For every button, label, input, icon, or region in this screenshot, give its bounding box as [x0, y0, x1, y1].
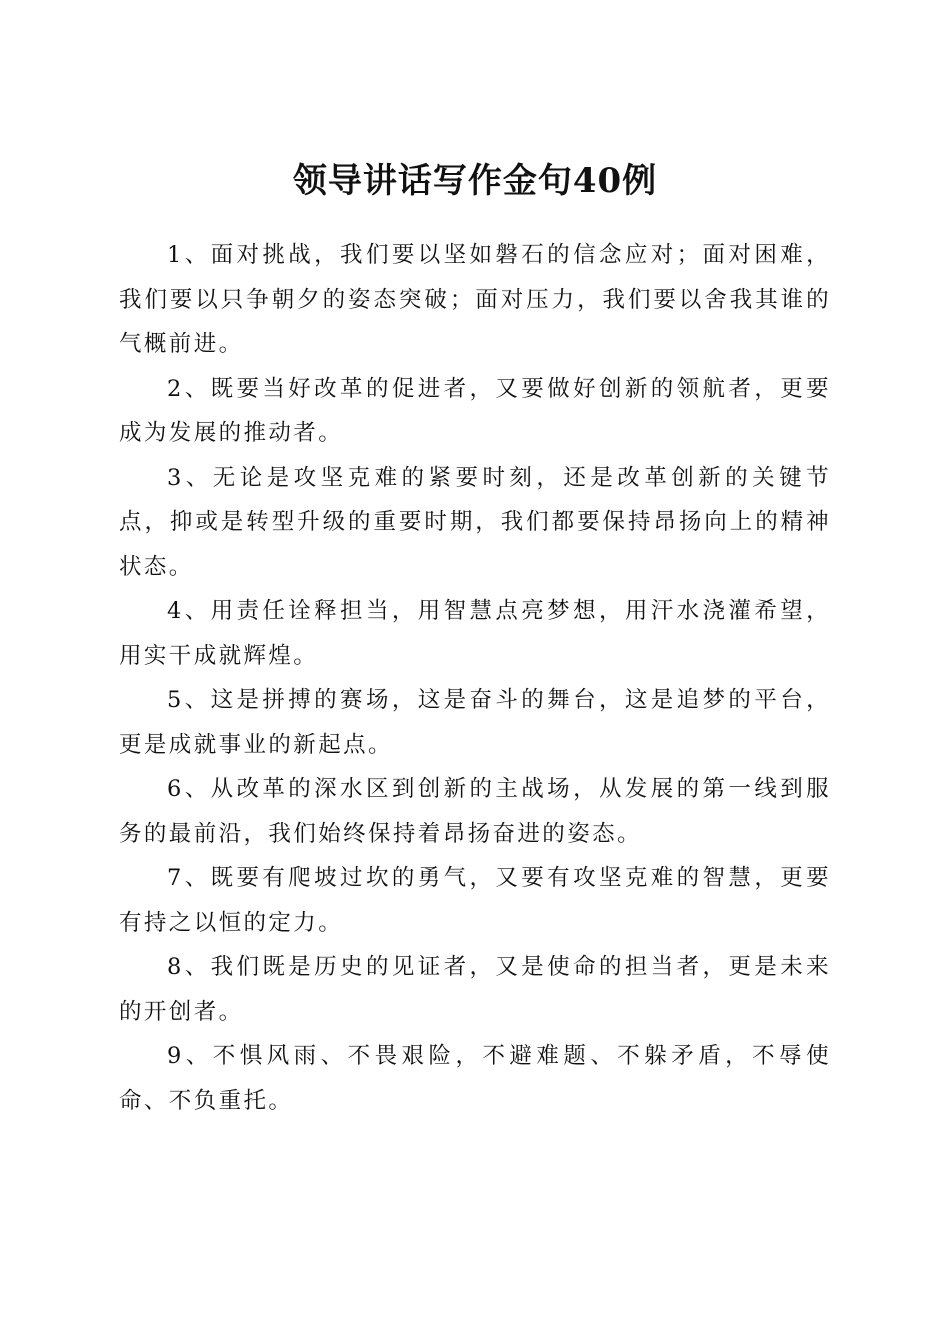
paragraph-8: 8、我们既是历史的见证者，又是使命的担当者，更是未来的开创者。: [119, 954, 831, 1025]
paragraph-3: 3、无论是攻坚克难的紧要时刻，还是改革创新的关键节点，抑或是转型升级的重要时期，我们都要保持昂扬向上的精神状态。: [119, 464, 831, 580]
paragraph-5: 5、这是拼搏的赛场，这是奋斗的舞台，这是追梦的平台，更是成就事业的新起点。: [119, 687, 831, 758]
paragraph-7: 7、既要有爬坡过坎的勇气，又要有攻坚克难的智慧，更要有持之以恒的定力。: [119, 865, 831, 936]
paragraph-1: 1、面对挑战，我们要以坚如磐石的信念应对；面对困难，我们要以只争朝夕的姿态突破；面对压力，我们要以舍我其谁的气概前进。: [119, 242, 831, 357]
paragraph-4: 4、用责任诠释担当，用智慧点亮梦想，用汗水浇灌希望，用实干成就辉煌。: [119, 598, 831, 669]
paragraph-9: 9、不惧风雨、不畏艰险，不避难题、不躲矛盾，不辱使命、不负重托。: [119, 1043, 831, 1114]
page-title: 领导讲话写作金句40例: [292, 160, 658, 201]
paragraph-2: 2、既要当好改革的促进者，又要做好创新的领航者，更要成为发展的推动者。: [119, 375, 831, 446]
paragraph-6: 6、从改革的深水区到创新的主战场，从发展的第一线到服务的最前沿，我们始终保持着昂扬奋进的姿态。: [119, 776, 831, 847]
document-body: [119, 233, 831, 1123]
